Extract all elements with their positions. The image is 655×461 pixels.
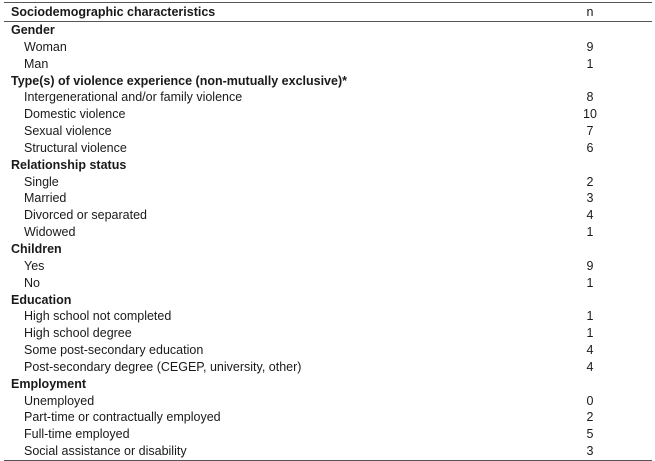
table-row xyxy=(4,123,652,140)
table-row xyxy=(4,190,652,207)
table-row xyxy=(4,106,652,123)
column-header-n: n xyxy=(586,5,594,19)
row-label: Single xyxy=(24,174,59,189)
table-row xyxy=(4,359,652,376)
row-label: Post-secondary degree (CEGEP, university, other) xyxy=(24,359,302,374)
row-count: 8 xyxy=(586,90,594,105)
row-count: 1 xyxy=(586,275,594,290)
row-count: 3 xyxy=(586,444,594,459)
table-row xyxy=(4,89,652,106)
row-count: 7 xyxy=(586,124,594,139)
table-row xyxy=(4,39,652,56)
section-heading: Relationship status xyxy=(11,157,127,172)
section-heading-row xyxy=(4,73,652,90)
column-header-characteristics: Sociodemographic characteristics xyxy=(11,5,216,19)
table-body xyxy=(4,22,652,460)
row-label: Divorced or separated xyxy=(24,208,147,223)
section-heading-row xyxy=(4,376,652,393)
row-count: 1 xyxy=(586,326,594,341)
row-label: Part-time or contractually employed xyxy=(24,410,221,425)
table-row xyxy=(4,174,652,191)
section-heading-row xyxy=(4,241,652,258)
table-row xyxy=(4,308,652,325)
table-row xyxy=(4,409,652,426)
row-label: Structural violence xyxy=(24,140,127,155)
section-heading: Gender xyxy=(11,23,55,37)
row-count: 1 xyxy=(586,225,594,240)
row-count: 9 xyxy=(586,39,594,54)
sociodemographic-table xyxy=(4,2,652,461)
row-count: 9 xyxy=(586,258,594,273)
table-row xyxy=(4,207,652,224)
section-heading: Type(s) of violence experience (non-mutually exclusive)* xyxy=(11,73,347,88)
row-label: Domestic violence xyxy=(24,107,126,122)
section-heading: Employment xyxy=(11,376,87,391)
table-row xyxy=(4,342,652,359)
row-label: Yes xyxy=(24,258,45,273)
row-label: Woman xyxy=(24,39,67,54)
table-row xyxy=(4,443,652,460)
row-label: Social assistance or disability xyxy=(24,444,187,459)
row-count: 2 xyxy=(586,174,594,189)
table-row xyxy=(4,140,652,157)
row-count: 6 xyxy=(586,140,594,155)
row-label: Man xyxy=(24,56,49,71)
section-heading-row xyxy=(4,292,652,309)
row-label: Widowed xyxy=(24,225,76,240)
table-row xyxy=(4,325,652,342)
row-label: No xyxy=(24,275,40,290)
row-count: 1 xyxy=(586,309,594,324)
row-count: 3 xyxy=(586,191,594,206)
row-count: 0 xyxy=(586,393,594,408)
row-label: Some post-secondary education xyxy=(24,343,204,358)
table-row xyxy=(4,426,652,443)
table-row xyxy=(4,393,652,410)
row-label: High school degree xyxy=(24,326,132,341)
section-heading: Children xyxy=(11,241,62,256)
row-label: High school not completed xyxy=(24,309,172,324)
row-count: 5 xyxy=(586,427,594,442)
row-label: Unemployed xyxy=(24,393,95,408)
row-count: 4 xyxy=(586,208,594,223)
row-label: Intergenerational and/or family violence xyxy=(24,90,243,105)
table-row xyxy=(4,275,652,292)
row-count: 1 xyxy=(586,56,594,71)
row-count: 4 xyxy=(586,359,594,374)
row-label: Full-time employed xyxy=(24,427,130,442)
section-heading-row xyxy=(4,157,652,174)
table-row xyxy=(4,258,652,275)
row-count: 10 xyxy=(583,107,597,122)
section-heading: Education xyxy=(11,292,72,307)
row-label: Married xyxy=(24,191,67,206)
table-header-row xyxy=(4,3,652,22)
row-count: 2 xyxy=(586,410,594,425)
table-row xyxy=(4,56,652,73)
row-label: Sexual violence xyxy=(24,124,112,139)
table-row xyxy=(4,224,652,241)
row-count: 4 xyxy=(586,343,594,358)
section-heading-row xyxy=(4,22,652,39)
